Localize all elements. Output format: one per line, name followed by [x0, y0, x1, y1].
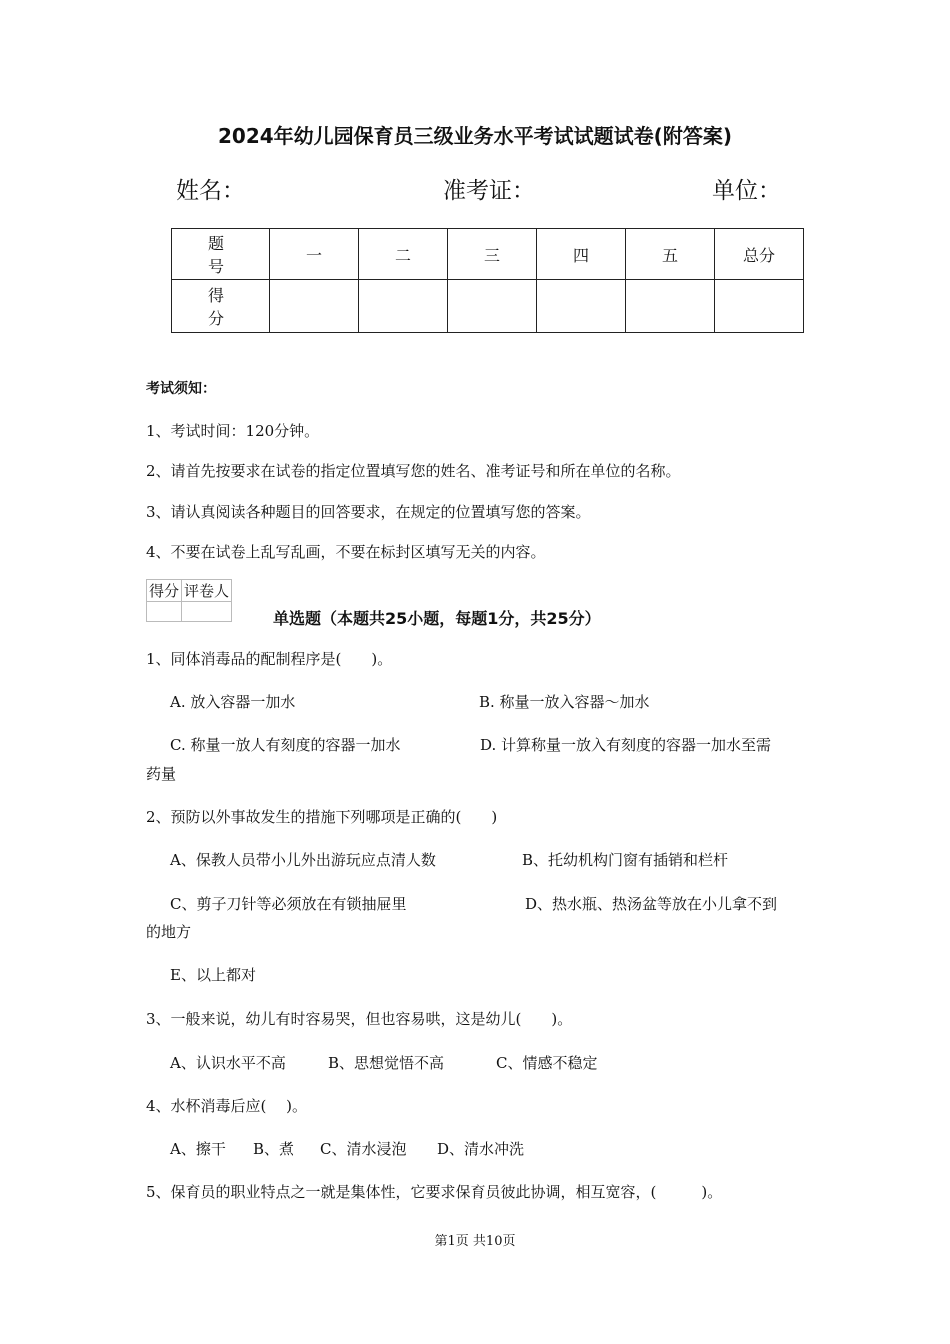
- score-table-header: 题 号: [172, 229, 270, 280]
- grader-reviewer-cell: [182, 602, 232, 622]
- option-text: C. 称量一放人有刻度的容器一加水: [170, 736, 401, 754]
- score-table-header: 一: [270, 229, 359, 280]
- exam-id-field-label: 准考证：: [443, 178, 535, 204]
- score-cell: [626, 280, 715, 333]
- option-text: C、情感不稳定: [496, 1054, 598, 1072]
- score-table-header: 五: [626, 229, 715, 280]
- score-table-header: 总分: [715, 229, 804, 280]
- score-table: [171, 228, 804, 333]
- option-text: A、擦干: [170, 1140, 226, 1158]
- notice-item: 3、请认真阅读各种题目的回答要求，在规定的位置填写您的答案。: [146, 503, 591, 521]
- score-table-header: 二: [359, 229, 448, 280]
- option-text: B、托幼机构门窗有插销和栏杆: [522, 851, 729, 869]
- score-cell: [537, 280, 626, 333]
- page-footer: 第1页 共10页: [434, 1234, 516, 1249]
- notice-item: 2、请首先按要求在试卷的指定位置填写您的姓名、准考证号和所在单位的名称。: [146, 462, 681, 480]
- option-text: D. 计算称量一放入有刻度的容器一加水至需: [480, 736, 772, 754]
- score-row-label: 得 分: [172, 280, 270, 333]
- option-text: A、保教人员带小儿外出游玩应点清人数: [170, 851, 436, 869]
- question-stem: 1、同体消毒品的配制程序是( )。: [146, 650, 393, 668]
- grader-score-label: 得分: [147, 580, 182, 602]
- option-text: A. 放入容器一加水: [170, 693, 296, 711]
- score-table-header: 三: [448, 229, 537, 280]
- score-cell: [448, 280, 537, 333]
- section-title: 单选题（本题共25小题，每题1分，共25分）: [273, 609, 601, 628]
- score-table-header-row: [172, 229, 804, 280]
- grader-reviewer-label: 评卷人: [182, 580, 232, 602]
- option-text: C、清水浸泡: [320, 1140, 407, 1158]
- question-stem: 3、一般来说，幼儿有时容易哭，但也容易哄，这是幼儿( )。: [146, 1010, 573, 1028]
- question-stem: 2、预防以外事故发生的措施下列哪项是正确的( ): [146, 808, 498, 826]
- notice-item: 1、考试时间：120分钟。: [146, 422, 320, 440]
- option-text-continued: 的地方: [146, 923, 192, 941]
- option-text: B、思想觉悟不高: [328, 1054, 445, 1072]
- name-field-label: 姓名：: [176, 178, 245, 204]
- option-text: D、清水冲洗: [437, 1140, 525, 1158]
- notice-item: 4、不要在试卷上乱写乱画，不要在标封区填写无关的内容。: [146, 543, 546, 561]
- option-text: C、剪子刀针等必须放在有锁抽屉里: [170, 895, 407, 913]
- option-text: B、煮: [253, 1140, 295, 1158]
- option-text: E、以上都对: [170, 966, 256, 984]
- option-text: A、认识水平不高: [170, 1054, 286, 1072]
- option-text: D、热水瓶、热汤盆等放在小儿拿不到: [525, 895, 778, 913]
- score-cell: [270, 280, 359, 333]
- option-text-continued: 药量: [146, 765, 177, 783]
- notice-title: 考试须知：: [146, 381, 216, 397]
- score-cell: [359, 280, 448, 333]
- grader-score-cell: [147, 602, 182, 622]
- score-table-score-row: [172, 280, 804, 333]
- score-cell: [715, 280, 804, 333]
- unit-field-label: 单位：: [712, 178, 781, 204]
- question-stem: 5、保育员的职业特点之一就是集体性，它要求保育员彼此协调，相互宽容，( )。: [146, 1183, 723, 1201]
- page-title: 2024年幼儿园保育员三级业务水平考试试题试卷(附答案): [218, 124, 732, 148]
- score-table-header: 四: [537, 229, 626, 280]
- option-text: B. 称量一放入容器～加水: [479, 693, 650, 711]
- question-stem: 4、水杯消毒后应( )。: [146, 1097, 308, 1115]
- grader-box: [146, 579, 232, 622]
